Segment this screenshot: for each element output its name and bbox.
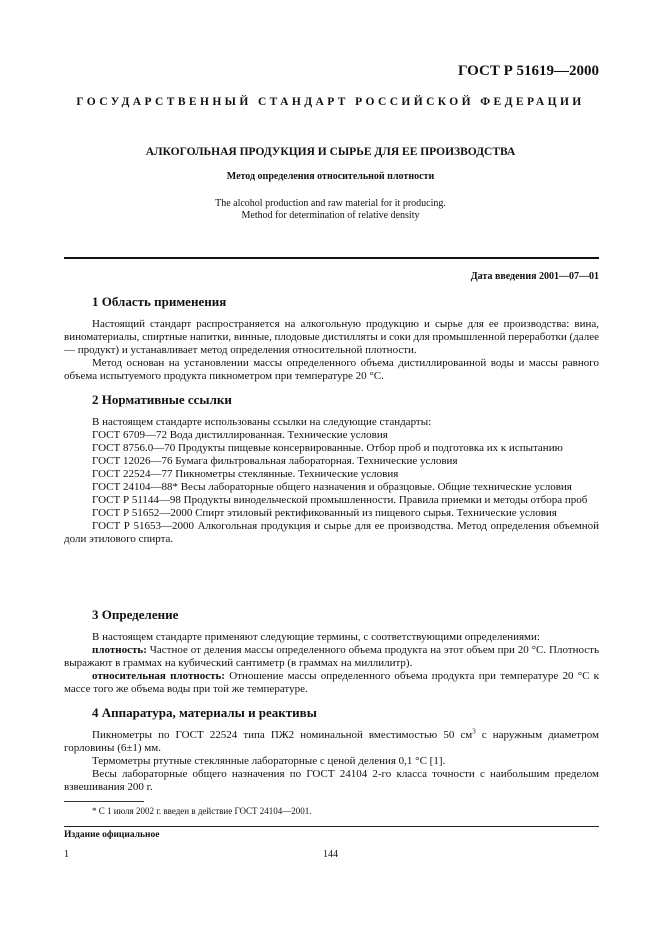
definition-relative-density: [64, 670, 599, 696]
page-number: 144: [323, 849, 338, 860]
reference-item: ГОСТ 6709—72 Вода дистиллированная. Технические условия: [92, 429, 388, 441]
standard-code: ГОСТ Р 51619—2000: [457, 63, 599, 79]
section-4-pycnometers: [64, 729, 599, 755]
reference-item: ГОСТ Р 51652—2000 Спирт этиловый ректификованный из пищевого сырья. Технические условия: [92, 507, 557, 519]
section-2-intro: В настоящем стандарте использованы ссылки на следующие стандарты:: [92, 416, 432, 428]
reference-item: ГОСТ Р 51653—2000 Алкогольная продукция и сырье для ее производства. Метод определения объемной доли этилового спирта.: [64, 520, 599, 545]
pycnometers-text: Пикнометры по ГОСТ 22524 типа ПЖ2 номинальной вместимостью 50 см: [92, 729, 473, 741]
section-4-heading: 4 Аппаратура, материалы и реактивы: [92, 705, 317, 720]
section-3-heading: 3 Определение: [92, 607, 179, 622]
section-4-scales: Весы лабораторные общего назначения по ГОСТ 24104 2-го класса точности с наибольшим пределом взвешивания 200 г.: [64, 768, 599, 793]
section-1-paragraph-1: Настоящий стандарт распространяется на алкогольную продукцию и сырье для ее производства: вина, виноматериалы, спиртные напитки, винные, плодовые дистилляты и соки для промышленной переработки (далее — продукт) и устанавливает метод определения относительной плотности.: [64, 318, 599, 356]
section-2-heading: 2 Нормативные ссылки: [92, 392, 232, 407]
introduction-date: Дата введения 2001—07—01: [470, 271, 599, 282]
footnote: * С 1 июля 2002 г. введен в действие ГОСТ 24104—2001.: [92, 806, 312, 816]
state-standard-line: ГОСУДАРСТВЕННЫЙ СТАНДАРТ РОССИЙСКОЙ ФЕДЕРАЦИИ: [76, 96, 585, 108]
reference-item: ГОСТ 22524—77 Пикнометры стеклянные. Технические условия: [92, 468, 399, 480]
english-title: [64, 198, 597, 222]
term-density: плотность:: [92, 644, 147, 656]
reference-item: ГОСТ 24104—88* Весы лабораторные общего назначения и образцовые. Общие технические условия: [92, 481, 572, 493]
footer-divider: [64, 826, 599, 827]
definition-density: [64, 644, 599, 670]
footnote-divider: [64, 801, 144, 802]
official-edition-label: Издание официальное: [64, 830, 160, 840]
term-relative-density: относительная плотность:: [92, 670, 225, 682]
section-3-intro: В настоящем стандарте применяют следующие термины, с соответствующими определениями:: [92, 631, 540, 643]
section-1-heading: 1 Область применения: [92, 294, 227, 309]
section-1-body: [64, 318, 599, 383]
section-1-paragraph-2: Метод основан на установлении массы определенного объема дистиллированной воды и массы равного объема испытуемого продукта пикнометром при температуре 20 °С.: [64, 357, 599, 382]
header-divider: [64, 257, 599, 259]
section-4-body: [64, 729, 599, 794]
method-subtitle: Метод определения относительной плотности: [226, 171, 435, 182]
section-4-thermometers: Термометры ртутные стеклянные лабораторные с ценой деления 0,1 °С [1].: [92, 755, 446, 767]
definition-relative-density-text: Отношение массы определенного объема продукта при температуре 20 °С к массе того же объема воды при той же температуре.: [64, 670, 599, 695]
english-title-line-2: Method for determination of relative density: [241, 210, 420, 221]
reference-item: ГОСТ 12026—76 Бумага фильтровальная лабораторная. Технические условия: [92, 455, 458, 467]
english-title-line-1: The alcohol production and raw material for it producing.: [215, 198, 446, 209]
sheet-number: 1: [64, 849, 69, 860]
reference-item: ГОСТ Р 51144—98 Продукты винодельческой промышленности. Правила приемки и методы отбора проб: [92, 494, 588, 506]
pycnometers-text-end: с наружным диаметром горловины (6±1) мм.: [64, 729, 599, 754]
section-3-body: [64, 631, 599, 696]
definition-density-text: Частное от деления массы определенного объема продукта на этот объем при 20 °С. Плотность выражают в граммах на кубический сантиметр (в граммах на миллилитр).: [64, 644, 599, 669]
document-title: АЛКОГОЛЬНАЯ ПРОДУКЦИЯ И СЫРЬЕ ДЛЯ ЕЕ ПРОИЗВОДСТВА: [145, 146, 516, 158]
superscript-3: 3: [472, 727, 476, 736]
section-2-body: [64, 416, 599, 546]
reference-item: ГОСТ 8756.0—70 Продукты пищевые консервированные. Отбор проб и подготовка их к испытанию: [92, 442, 563, 454]
